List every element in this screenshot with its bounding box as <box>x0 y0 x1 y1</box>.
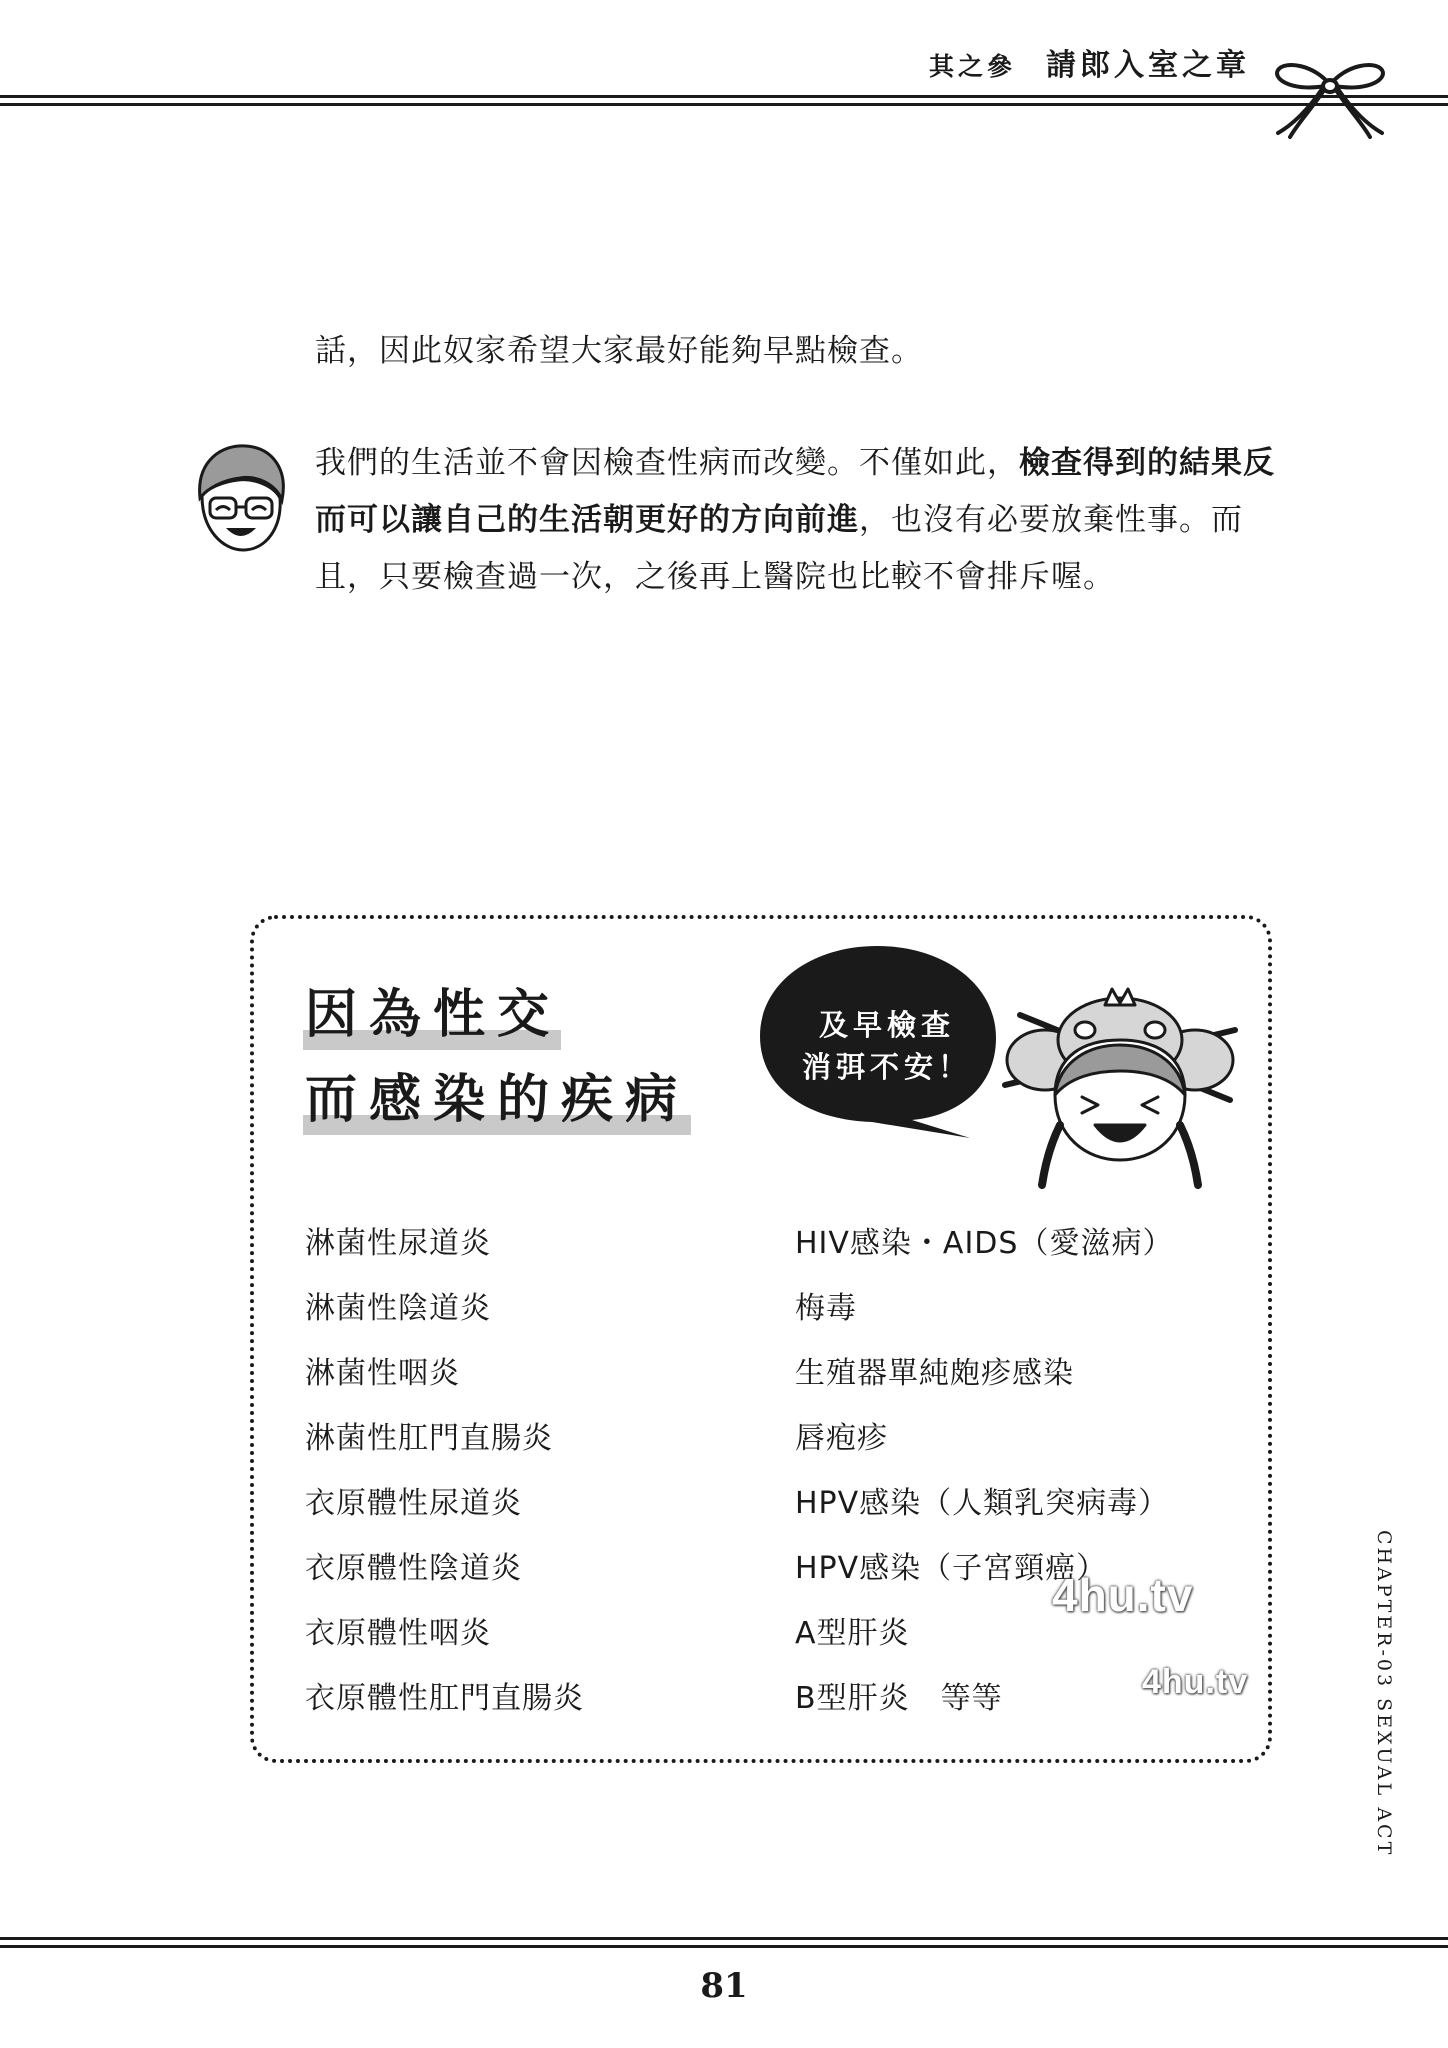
disease-left-3: 淋菌性咽炎 <box>305 1356 460 1391</box>
disease-right-7: A型肝炎 <box>795 1616 910 1651</box>
header-chapter: 其之參 <box>928 52 1016 81</box>
doctor-avatar <box>188 440 292 555</box>
chapter-side-label: CHAPTER-03 SEXUAL ACT <box>1373 1530 1395 1858</box>
footer-rule-bottom <box>0 1945 1448 1948</box>
disease-left-8: 衣原體性肛門直腸炎 <box>305 1681 584 1716</box>
ribbon-bow-icon <box>1270 55 1390 145</box>
disease-right-6: HPV感染（子宮頸癌） <box>795 1551 1108 1586</box>
box-title-line-2: 而感染的疾病 <box>305 1070 690 1130</box>
disease-right-3: 生殖器單純皰疹感染 <box>795 1356 1074 1391</box>
header-title: 請郎入室之章 <box>1046 48 1250 83</box>
bubble-text-line-1: 及早檢查 <box>818 1008 955 1042</box>
header-rule-bottom <box>0 103 1448 106</box>
header-rule-top <box>0 95 1448 98</box>
disease-left-4: 淋菌性肛門直腸炎 <box>305 1421 553 1456</box>
paragraph-2 <box>315 435 1315 606</box>
disease-right-1: HIV感染・AIDS（愛滋病） <box>795 1226 1174 1261</box>
geisha-mascot <box>1000 985 1240 1195</box>
disease-left-7: 衣原體性咽炎 <box>305 1616 491 1651</box>
disease-right-4: 唇疱疹 <box>795 1421 888 1456</box>
footer-rule-top <box>0 1937 1448 1940</box>
running-header <box>0 40 1250 84</box>
paragraph-1: 話，因此奴家希望大家最好能夠早點檢查。 <box>315 333 923 369</box>
disease-right-2: 梅毒 <box>795 1291 857 1326</box>
bubble-text-line-2: 消弭不安！ <box>801 1050 972 1084</box>
watermark-small: 4hu.tv <box>1142 1663 1249 1701</box>
disease-left-1: 淋菌性尿道炎 <box>305 1226 491 1261</box>
disease-right-8: B型肝炎 等等 <box>795 1681 1003 1716</box>
paragraph-2-line-1: 我們的生活並不會因檢查性病而改變。不僅如此，檢查得到的結果反 <box>315 445 1275 481</box>
disease-left-2: 淋菌性陰道炎 <box>305 1291 491 1326</box>
box-title-line-1: 因為性交 <box>305 985 562 1045</box>
page-number: 81 <box>700 1966 748 2006</box>
paragraph-2-line-2: 而可以讓自己的生活朝更好的方向前進，也沒有必要放棄性事。而 <box>315 502 1243 538</box>
paragraph-2-line-3: 且，只要檢查過一次，之後再上醫院也比較不會排斥喔。 <box>315 559 1115 595</box>
disease-right-5: HPV感染（人類乳突病毒） <box>795 1486 1170 1521</box>
watermark-large: 4hu.tv <box>1052 1569 1194 1621</box>
disease-left-5: 衣原體性尿道炎 <box>305 1486 522 1521</box>
disease-left-6: 衣原體性陰道炎 <box>305 1551 522 1586</box>
